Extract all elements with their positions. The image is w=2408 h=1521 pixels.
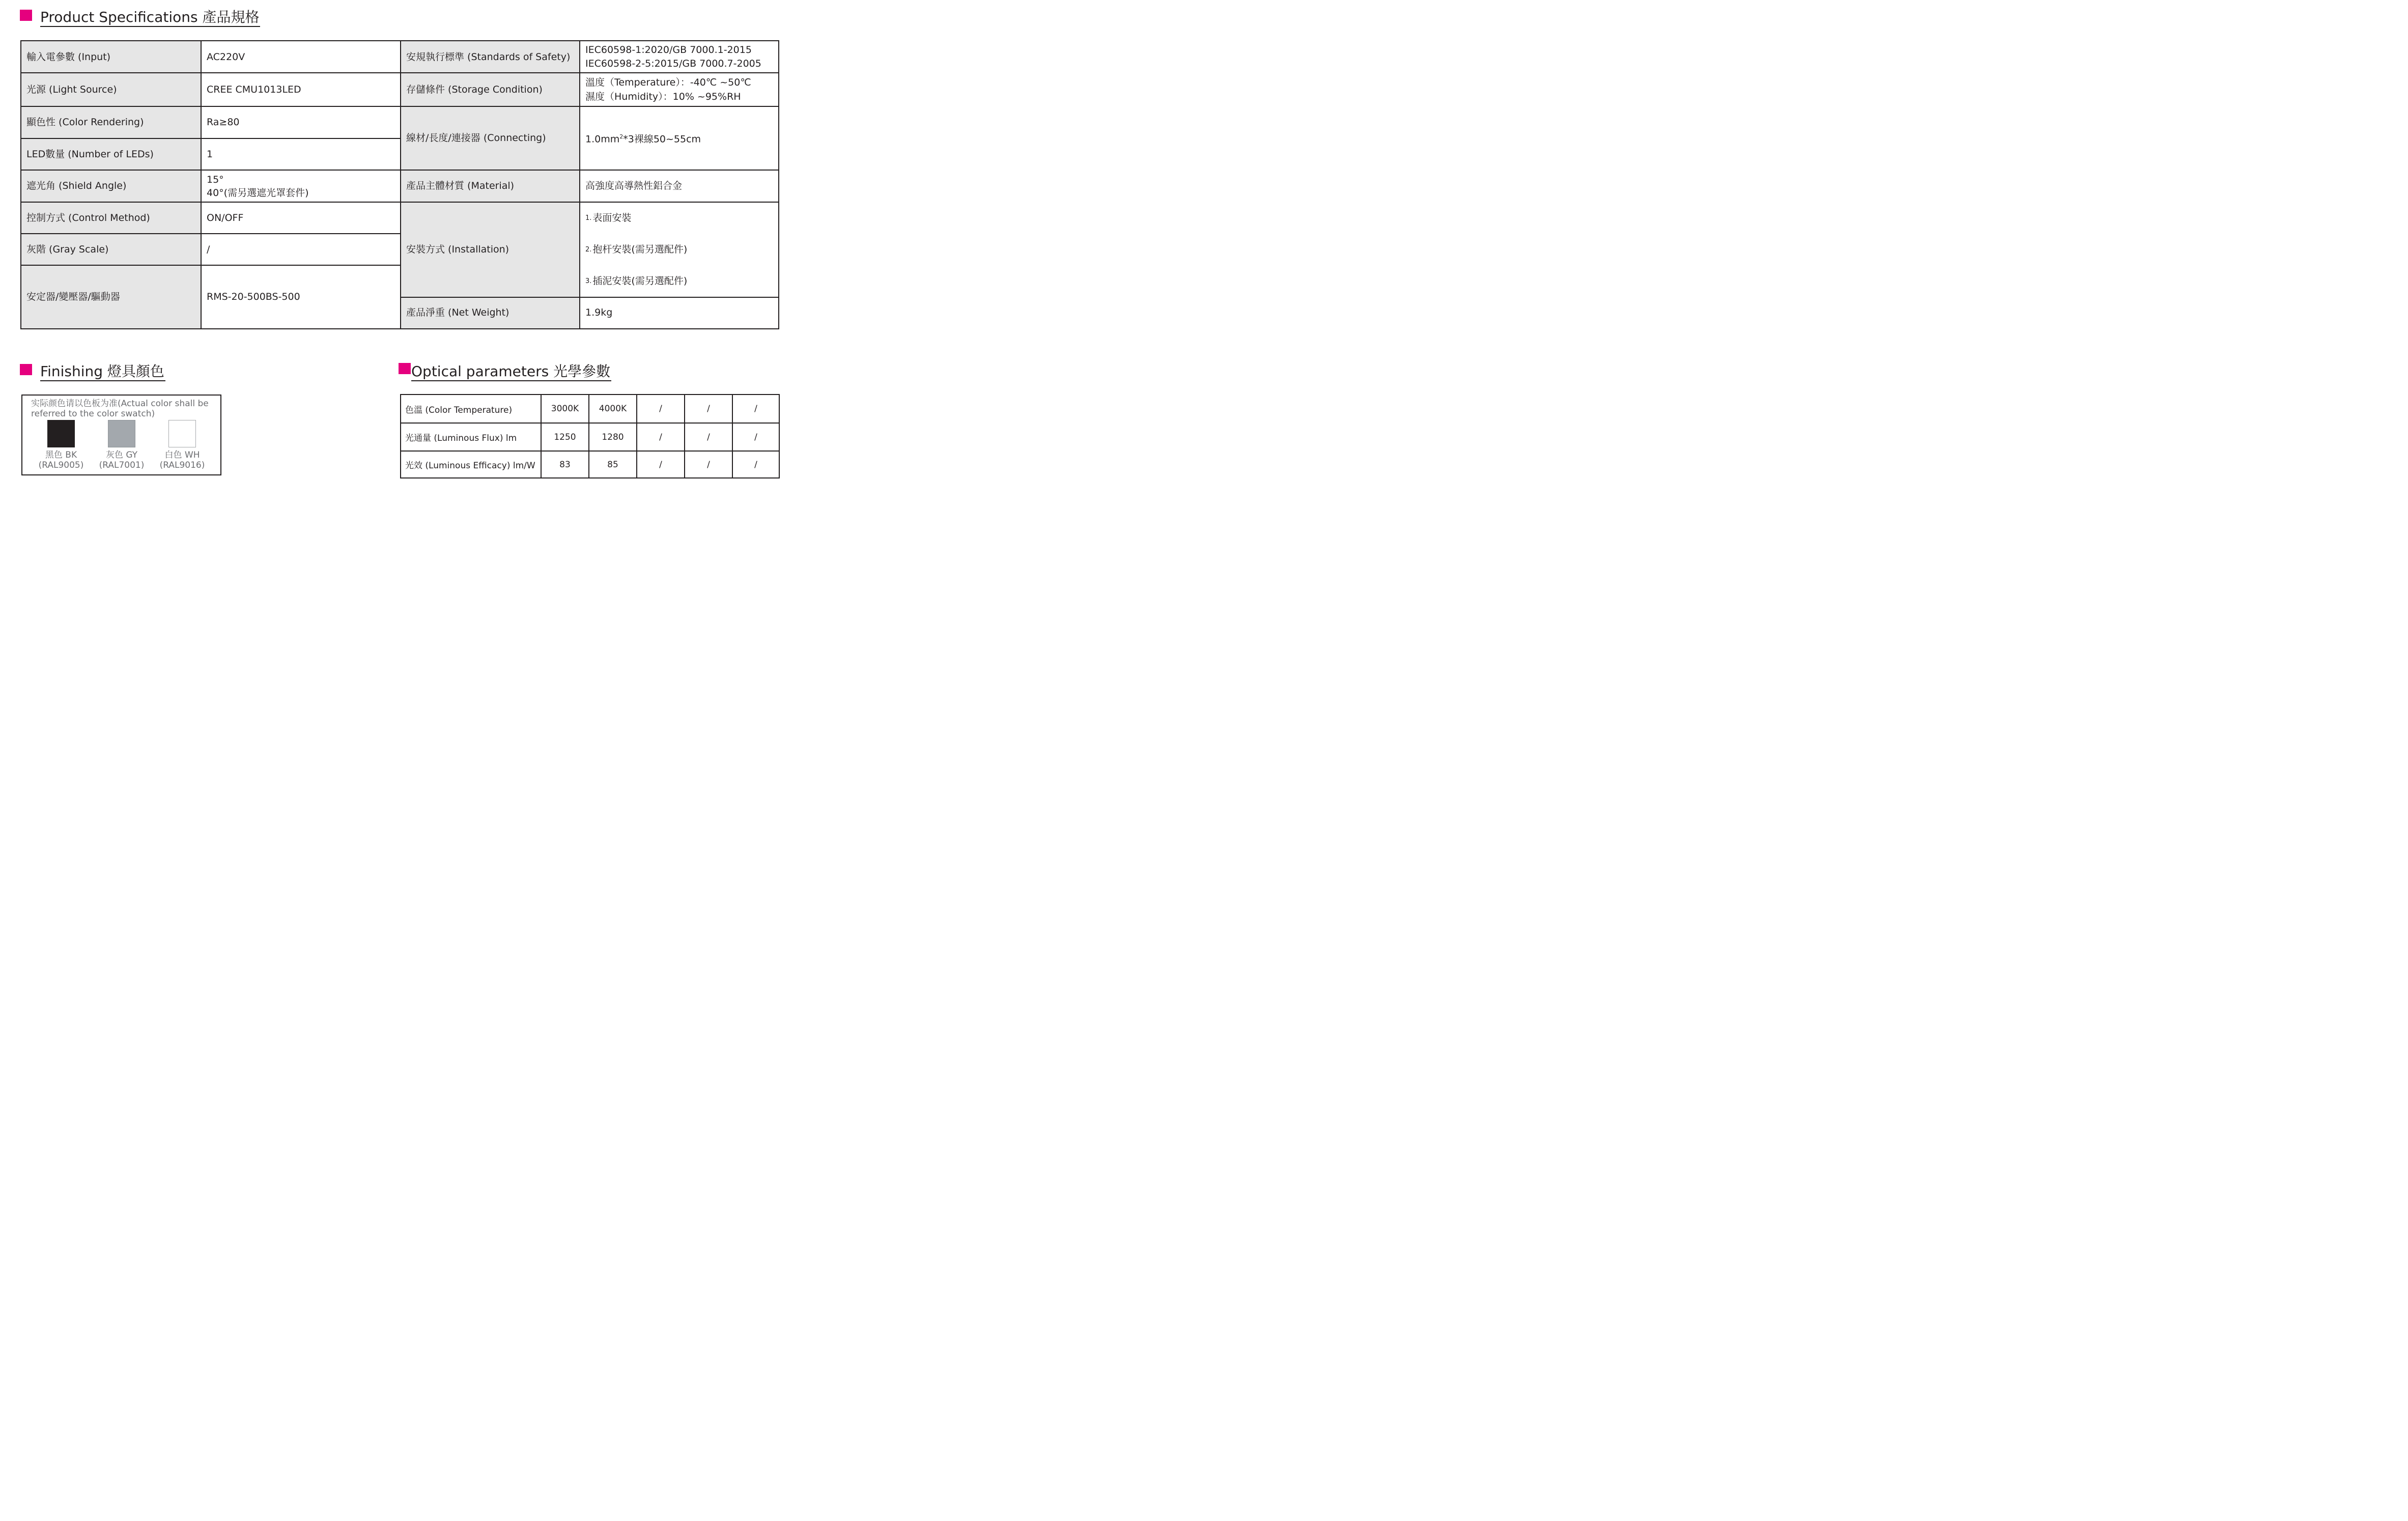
storage-line: 濕度（Humidity）：10% ~95%RH [585, 91, 741, 102]
divider [636, 395, 637, 477]
divider [732, 395, 733, 477]
divider [21, 202, 778, 203]
optical-value: / [659, 404, 662, 414]
section-marker [20, 10, 32, 21]
swatch-name: 灰色 GY [105, 450, 138, 460]
specs-title: Product Specifications 產品規格 [40, 9, 260, 27]
finishing-title: Finishing 燈具顏色 [40, 363, 165, 381]
safety-standard-line: IEC60598-2-5:2015/GB 7000.7-2005 [585, 58, 761, 69]
optical-value: / [659, 432, 662, 442]
spec-value: Ra≥80 [202, 106, 400, 138]
spec-label: LED數量 (Number of LEDs) [21, 138, 201, 170]
optical-value: / [754, 404, 757, 414]
storage-line: 溫度（Temperature）：-40℃ ~50℃ [585, 77, 751, 88]
optical-value: / [754, 459, 757, 470]
divider [400, 41, 401, 328]
divider [21, 265, 400, 266]
spec-label: 安裝方式 (Installation) [401, 202, 579, 297]
optical-value: / [707, 404, 710, 414]
spec-value: / [202, 234, 400, 265]
optical-value: / [659, 459, 662, 470]
color-note: 实际颜色请以色板为准(Actual color shall be referred to the color swatch) [31, 399, 209, 419]
swatch-code: (RAL9005) [38, 460, 84, 470]
spec-label: 遮光角 (Shield Angle) [21, 170, 201, 202]
optical-value: 85 [607, 459, 618, 470]
divider [21, 233, 400, 234]
spec-label: 線材/長度/連接器 (Connecting) [401, 106, 579, 170]
color-swatch-white [168, 420, 196, 447]
optical-value: 1250 [554, 432, 576, 442]
section-marker [399, 363, 411, 374]
connecting-value: $1.0mm^2*3$裸線50~55cm [585, 133, 701, 145]
spec-label: 產品主體材質 (Material) [401, 170, 579, 202]
spec-value: RMS-20-500BS-500 [202, 265, 400, 328]
spec-label: 安定器/變壓器/驅動器 [21, 265, 201, 328]
spec-value: 1.9kg [580, 297, 778, 328]
section-marker [20, 364, 32, 375]
spec-label: 灰階 (Gray Scale) [21, 234, 201, 265]
divider [400, 297, 778, 298]
install-option: 3. 插泥安裝(需另選配件) [580, 265, 778, 297]
swatch-name: 白色 WH [164, 450, 200, 460]
spec-value: AC220V [202, 41, 400, 73]
optical-label: 色溫 (Color Temperature) [405, 405, 513, 415]
optical-value: / [707, 459, 710, 470]
divider [21, 170, 778, 171]
optical-table [400, 394, 780, 478]
spec-label: 顯色性 (Color Rendering) [21, 106, 201, 138]
divider [579, 41, 580, 328]
divider [21, 106, 778, 107]
optical-label: 光通量 (Luminous Flux) lm [405, 433, 517, 443]
optical-value: 4000K [599, 404, 627, 414]
install-option: 2. 抱杆安裝(需另選配件) [580, 234, 778, 265]
divider [201, 41, 202, 328]
install-option: 1. 表面安裝 [580, 202, 778, 234]
safety-standard-line: IEC60598-1:2020/GB 7000.1-2015 [585, 44, 752, 55]
swatch-code: (RAL7001) [99, 460, 145, 470]
optical-value: 83 [559, 459, 571, 470]
spec-value: 高強度高導熱性鋁合金 [580, 170, 778, 202]
divider [588, 395, 589, 477]
divider [401, 422, 779, 424]
swatch-code: (RAL9016) [159, 460, 205, 470]
optical-value: 1280 [602, 432, 624, 442]
shield-angle-line: 40°(需另選遮光罩套件) [207, 187, 309, 199]
spec-label: 控制方式 (Control Method) [21, 202, 201, 234]
optical-value: / [707, 432, 710, 442]
divider [21, 72, 778, 73]
spec-label: 安規執行標準 (Standards of Safety) [401, 41, 579, 73]
spec-value [580, 106, 778, 170]
optical-value: / [754, 432, 757, 442]
spec-value: CREE CMU1013LED [202, 73, 400, 106]
divider [541, 395, 542, 477]
optical-title: Optical parameters 光學參數 [411, 363, 611, 381]
spec-value: 1 [202, 138, 400, 170]
optical-label: 光效 (Luminous Efficacy) lm/W [405, 461, 535, 471]
spec-value [580, 73, 778, 106]
swatch-name: 黑色 BK [45, 450, 77, 460]
color-swatch-gray [108, 420, 135, 447]
spec-label: 產品淨重 (Net Weight) [401, 297, 579, 328]
specs-table [20, 40, 779, 329]
spec-label: 存儲條件 (Storage Condition) [401, 73, 579, 106]
spec-value [580, 41, 778, 73]
finishing-box [21, 395, 221, 475]
shield-angle-line: 15° [207, 174, 224, 185]
spec-value: ON/OFF [202, 202, 400, 234]
spec-value [202, 170, 400, 202]
spec-label: 輸入電參數 (Input) [21, 41, 201, 73]
divider [684, 395, 685, 477]
divider [401, 450, 779, 452]
spec-label: 光源 (Light Source) [21, 73, 201, 106]
optical-value: 3000K [551, 404, 579, 414]
divider [21, 138, 400, 139]
color-swatch-black [47, 420, 75, 447]
